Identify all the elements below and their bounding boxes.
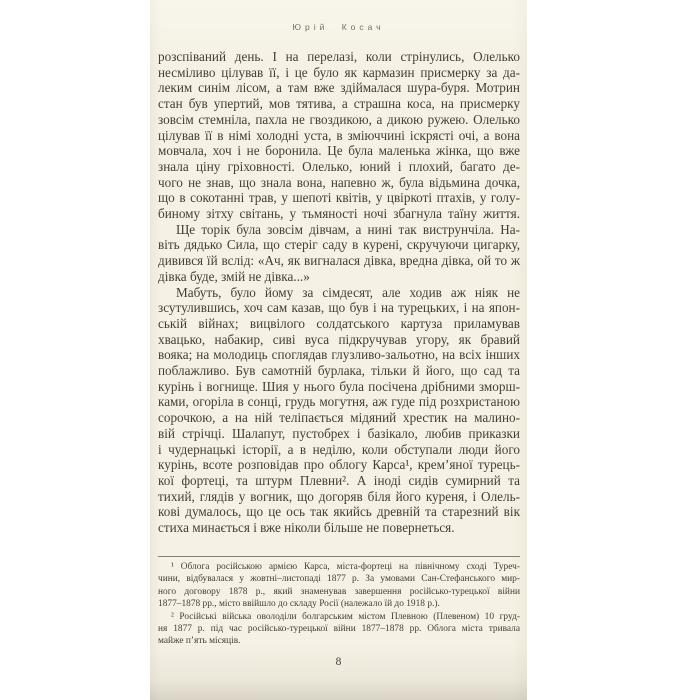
- page-number: 8: [335, 656, 342, 668]
- text-line: ками, огоріла в сонці, грудь могутня, аж гуде під розхристаною: [158, 394, 520, 410]
- text-line: биному зітху світань, у тьмяності ночі збагнула таїну життя.: [158, 206, 520, 222]
- text-line: дівка буде, змій не дівка...»: [158, 268, 310, 284]
- text-line: Ще торік була зовсім дівчам, а нині так виструнчіла. На-: [176, 221, 520, 237]
- text-line: вій стрічці. Шалапут, пустобрех і базікало, любив приказки: [158, 425, 520, 441]
- text-line: що в сокотанні трав, у шепоті квітів, у цвіркоті птахів, у голу-: [158, 190, 520, 206]
- text-line: хвацько, набакир, сиві вуса підкручував угору, як бравий: [158, 331, 520, 347]
- text-line: тихий, глядів у вогник, що догоряв біля його куреня, і Олель-: [158, 488, 520, 504]
- text-line: зсутулившись, хоч сам казав, що був і на турецьких, і на япон-: [158, 300, 520, 316]
- text-line: вояка; на молодиць споглядав глузливо-зальотно, на всіх інших: [158, 347, 520, 363]
- text-line: майже п’ять місяців.: [158, 636, 241, 647]
- text-line: кові думалось, що це ось так якийсь древній та старезний вік: [158, 504, 520, 520]
- text-line: сорочкою, а на ній теліпається мідяний хрестик на малино-: [158, 410, 520, 426]
- text-line: мовчала, хоч і не боронила. Це була маленька жінка, що вже: [158, 143, 520, 159]
- text-line: 1877–1878 рр., місто ввійшло до складу Росії (належало їй до 1918 р.).: [158, 599, 440, 610]
- footnote-divider: [158, 556, 520, 557]
- text-line: дивився їй вслід: «Ач, як вигналася дівка, вредна дівка, ой то ж: [158, 253, 520, 269]
- footnotes: [158, 561, 520, 648]
- text-line: ській війнах; вицвілого солдатського картуза приламував: [158, 315, 520, 331]
- text-line: ¹ Облога російською армією Карса, міста-фортеці на північному сході Туреч-: [171, 562, 520, 572]
- body-text: [158, 49, 520, 536]
- text-line: несміливо цілував її, і це було як кармазин присмерку за да-: [158, 64, 520, 80]
- text-line: чого не знав, що знала вона, напевно ж, була відьмина дочка,: [158, 174, 520, 190]
- book-page: [150, 0, 527, 700]
- text-line: чини, відбувалася у жовтні–листопаді 1877 р. За умовами Сан-Стефанського мир-: [158, 574, 520, 585]
- text-line: і чудернацькі історії, а в неділю, коли обступали люди його: [158, 441, 520, 457]
- text-line: зовсім стемніла, пахла не гвоздикою, а дикою ружею. Олелько: [158, 111, 520, 127]
- text-line: стан був упертий, мов тятива, а страшна коса, на присмерку: [158, 96, 520, 112]
- text-line: курінь і вогнище. Шия у нього була посічена дрібними зморш-: [158, 378, 520, 394]
- text-line: леким синім лісом, а там вже здіймалася шура-буря. Мотрин: [158, 80, 520, 96]
- text-line: ² Російські війська оволоділи болгарським містом Плевною (Плевеном) 10 груд-: [171, 611, 520, 622]
- text-line: цілував її в німі холодні уста, в зміюччині іскрясті очі, а вона: [158, 127, 520, 143]
- text-line: розспіваний день. І на перелазі, коли стрінулись, Олелько: [158, 49, 520, 64]
- text-line: поблажливо. Був самотній бурлака, тільки й його, що сад та: [158, 363, 520, 379]
- text-line: Мабуть, було йому за сімдесят, але ходив аж ніяк не: [176, 284, 520, 300]
- text-line: ного договору 1878 р., який знаменував завершення російсько-турецької війни: [158, 586, 520, 597]
- text-line: кої фортеці, та штурм Плевни². А іноді сидів сумирний та: [158, 472, 520, 488]
- text-line: знала ціну гріховності. Олелько, юний і плохий, багато де-: [158, 158, 520, 174]
- text-line: ня 1877 р. під час російсько-турецької війни 1877–1878 рр. Облога міста тривала: [158, 624, 520, 635]
- text-line: курінь, всоте розповідав про облогу Карса¹, крем’яної турець-: [158, 457, 520, 473]
- text-line: стиха минається і вже ніколи більше не повернеться.: [158, 520, 455, 536]
- text-line: віть дядько Сила, що стеріг саду в курені, скручуючи цигарку,: [158, 237, 520, 253]
- running-header: Юрій Косач: [292, 22, 385, 32]
